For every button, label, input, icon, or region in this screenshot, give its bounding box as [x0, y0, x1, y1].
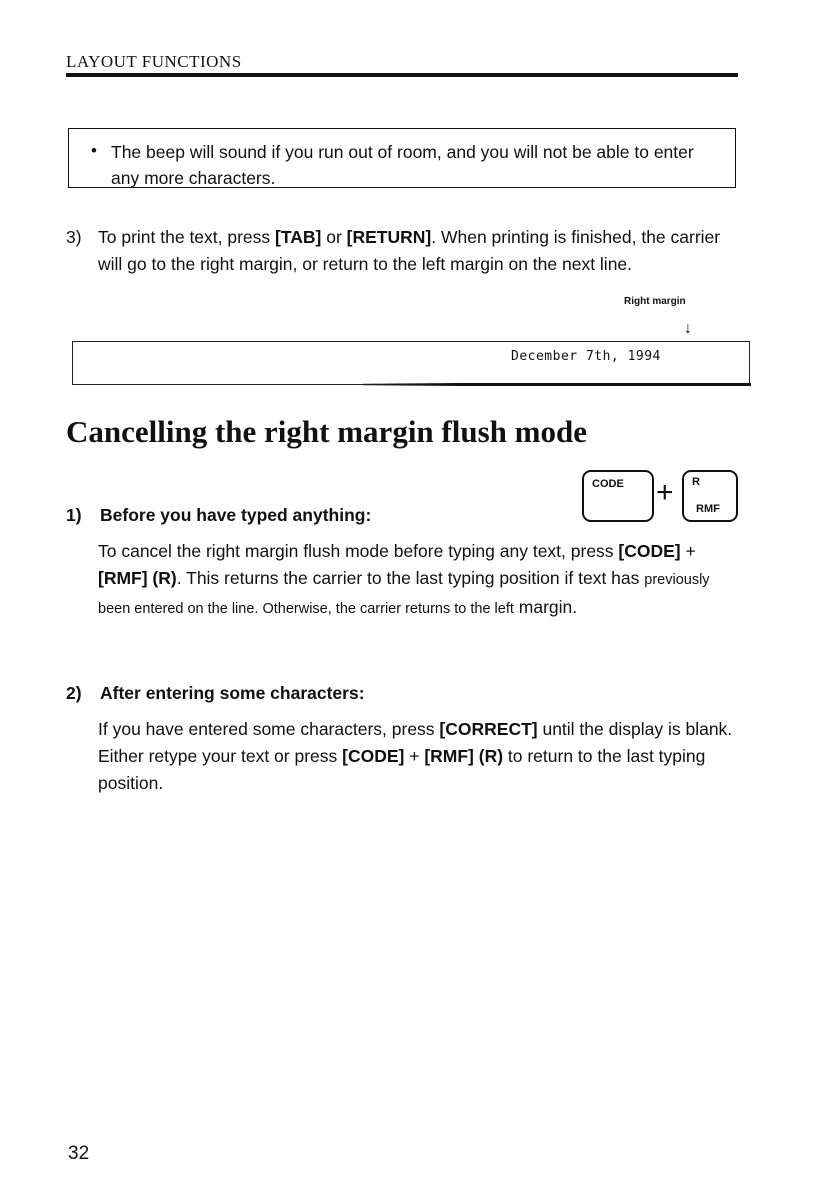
key-ref-correct: [CORRECT]: [439, 719, 538, 739]
key-ref-rmf: [RMF] (R): [424, 746, 504, 766]
right-margin-label: Right margin: [624, 296, 686, 307]
step-2-heading: 2) After entering some characters:: [66, 683, 365, 703]
bullet: •: [91, 141, 97, 160]
r-key-label: R: [692, 476, 700, 488]
display-illustration: [72, 341, 750, 385]
note-text: The beep will sound if you run out of room, and you will not be able to enter any more characters.: [111, 142, 694, 188]
step-number: 3): [66, 227, 82, 247]
section-title: Cancelling the right margin flush mode: [66, 414, 587, 449]
key-ref-tab: [TAB]: [275, 227, 322, 247]
key-ref-code: [CODE]: [618, 541, 681, 561]
key-ref-return: [RETURN]: [346, 227, 432, 247]
code-key-label: CODE: [592, 478, 624, 490]
key-ref-rmf: [RMF] (R): [98, 568, 177, 588]
running-header: LAYOUT FUNCTIONS: [66, 52, 242, 71]
display-text: December 7th, 1994: [511, 349, 661, 364]
display-underline: [363, 383, 751, 386]
step-2-text: If you have entered some characters, press [CORRECT] until the display is blank. Either retype your text or press [CODE] + [RMF] (R) to return to the last typing position.: [98, 719, 733, 793]
header-rule: [66, 73, 738, 77]
step-text: To print the text, press [TAB] or [RETURN]. When printing is finished, the carrier will go to the right margin, or return to the left margin on the next line.: [98, 227, 721, 274]
key-ref-code: [CODE]: [342, 746, 405, 766]
page-number: 32: [68, 1143, 90, 1164]
code-key-icon: [582, 470, 654, 522]
step-1-text: To cancel the right margin flush mode before typing any text, press [CODE] + [RMF] (R). This returns the carrier to the last typing position if text has previously been entered on the line. Otherwise, the carrier returns to the left margin.: [98, 541, 710, 617]
note-box: [68, 128, 736, 188]
down-arrow-icon: ↓: [684, 320, 692, 337]
rmf-key-label: RMF: [696, 503, 720, 515]
step-1-heading: 1) Before you have typed anything:: [66, 505, 372, 525]
rmf-key-icon: [682, 470, 738, 522]
plus-sign: +: [656, 476, 674, 509]
